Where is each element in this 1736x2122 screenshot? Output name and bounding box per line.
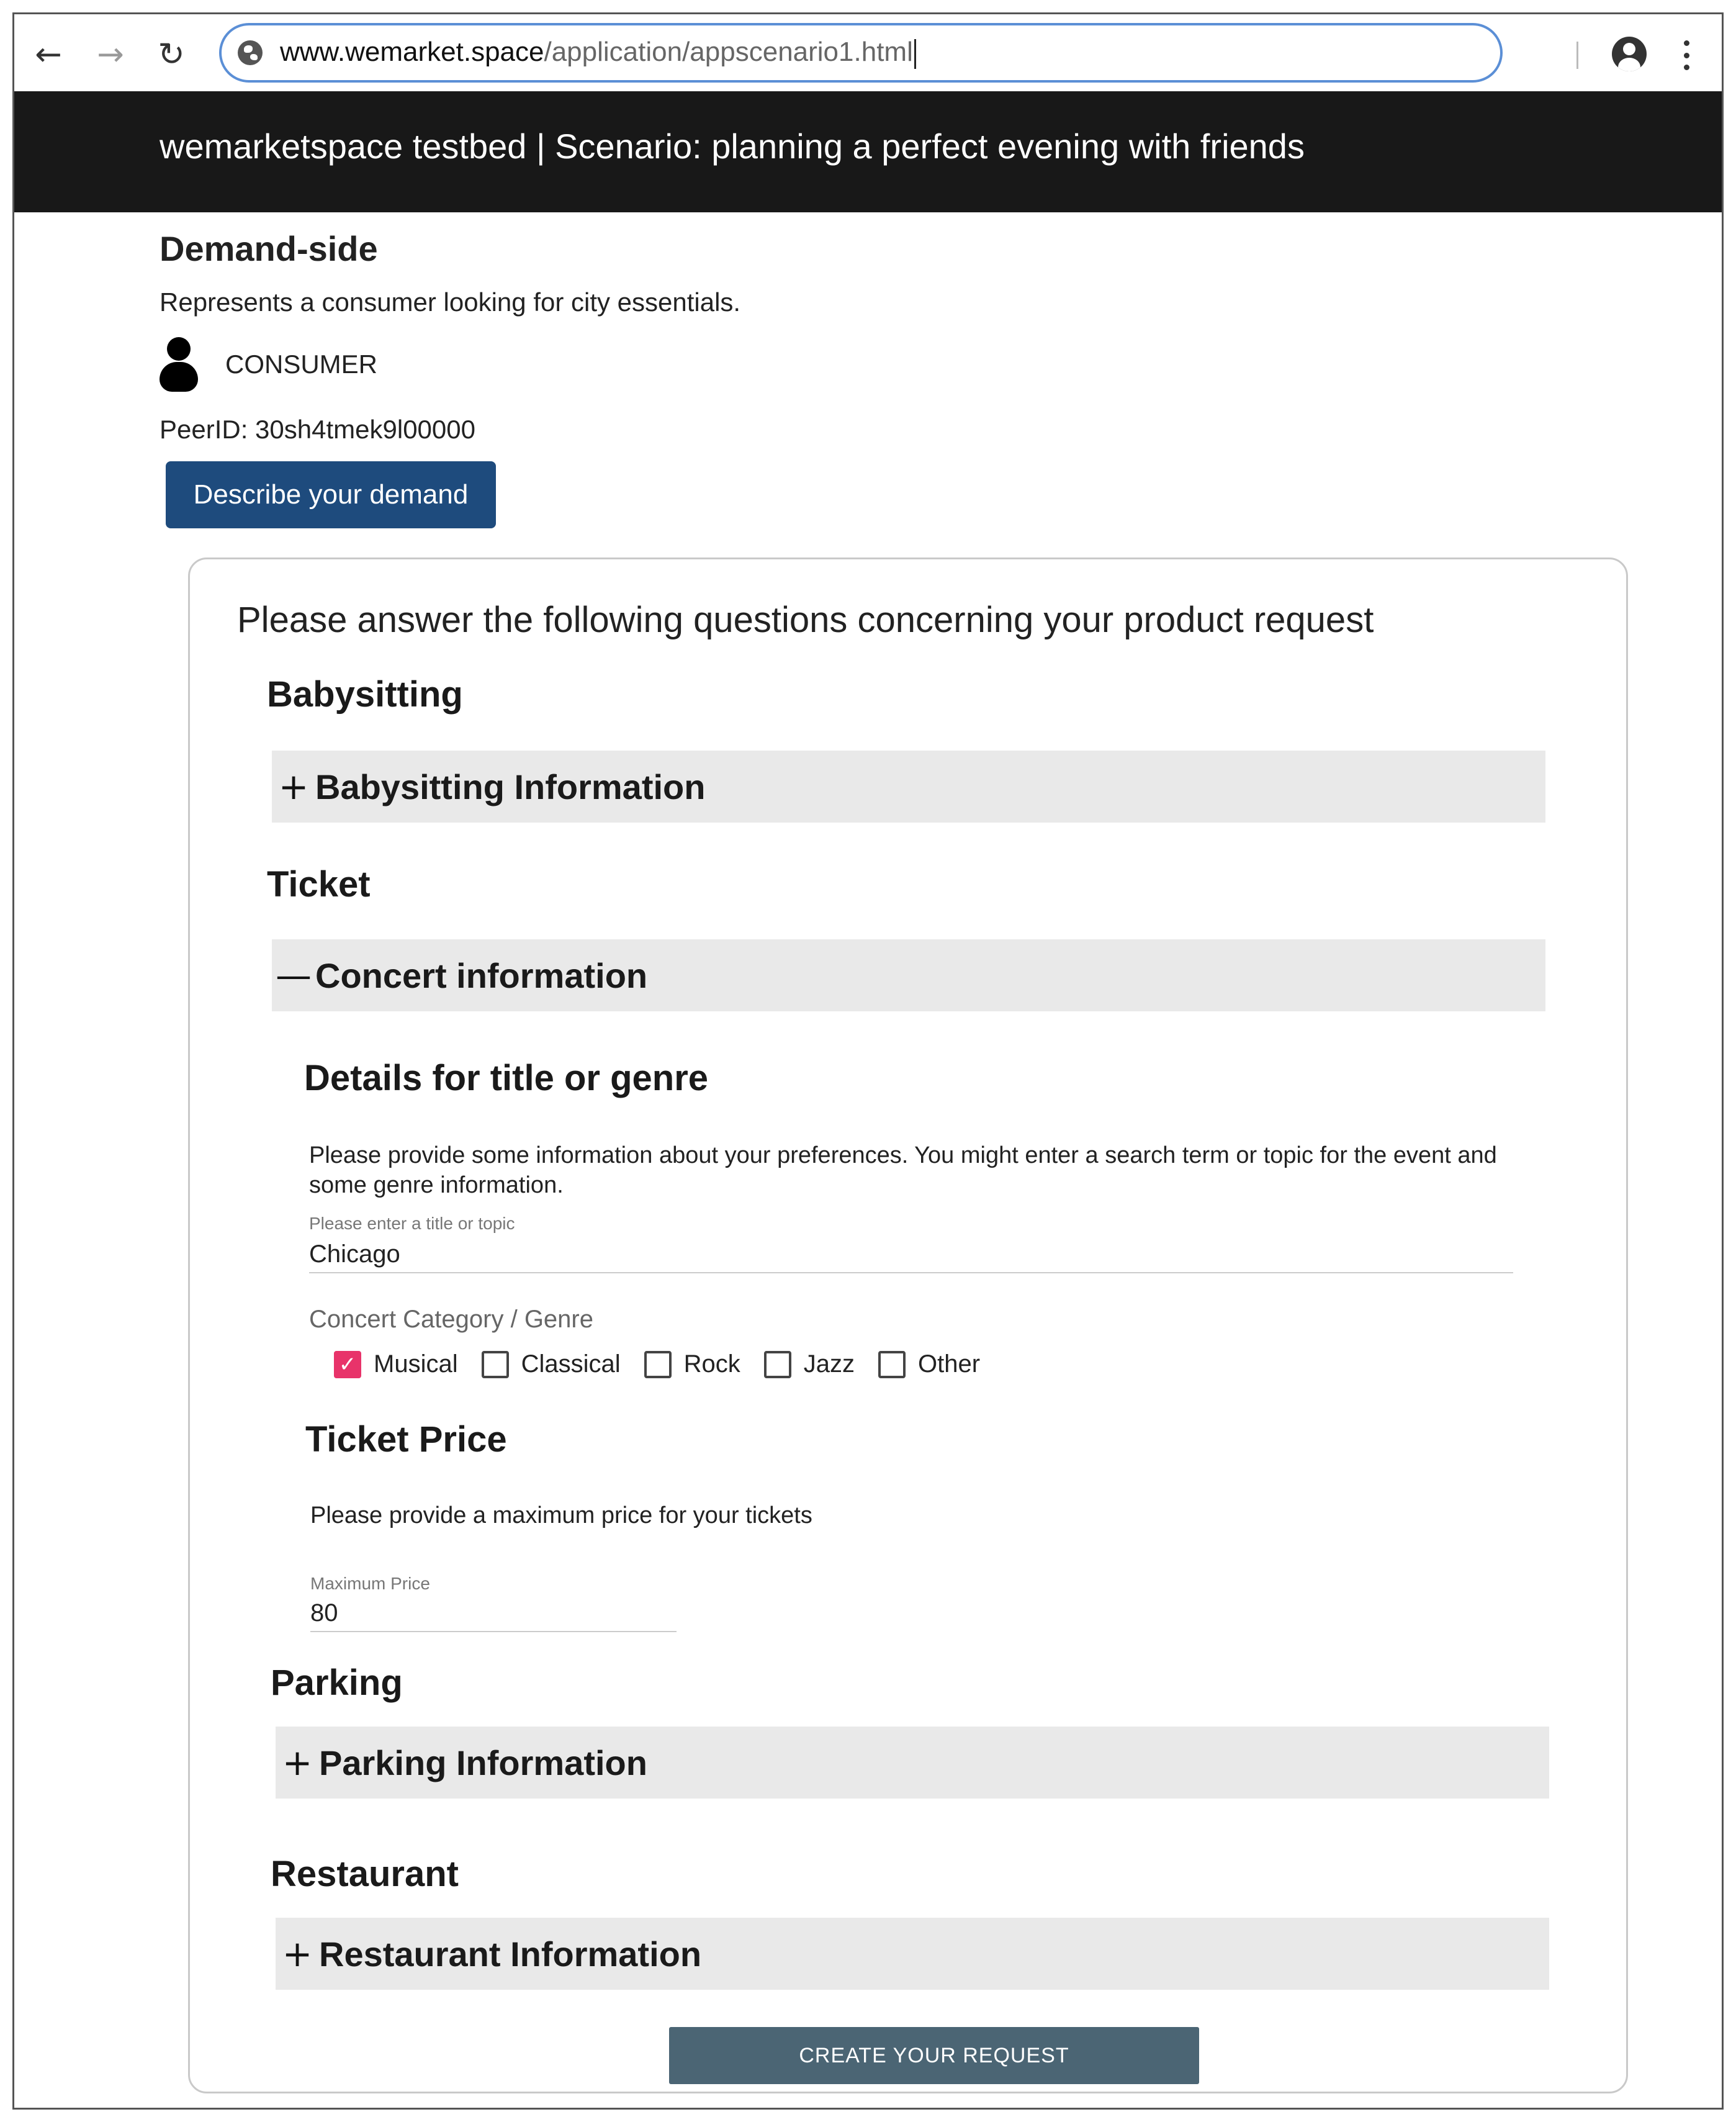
ticket-price-title: Ticket Price	[305, 1419, 507, 1460]
checkbox-label: Other	[918, 1350, 981, 1378]
app-header	[14, 91, 1722, 212]
section-title-restaurant: Restaurant	[271, 1854, 459, 1894]
genre-checkbox-group	[334, 1350, 1004, 1378]
back-arrow-icon[interactable]: ←	[35, 36, 62, 73]
accordion-label: Parking Information	[319, 1743, 647, 1782]
request-form-card	[188, 558, 1628, 2093]
checkbox-label: Musical	[374, 1350, 458, 1378]
checkbox-unchecked-icon[interactable]	[482, 1351, 509, 1378]
toolbar-separator	[1576, 42, 1578, 69]
checkbox-checked-icon[interactable]: ✓	[334, 1351, 361, 1378]
demand-description: Represents a consumer looking for city essentials.	[160, 287, 741, 317]
section-title-ticket: Ticket	[267, 864, 371, 905]
checkbox-musical[interactable]	[334, 1350, 458, 1378]
accordion-label: Babysitting Information	[315, 767, 706, 806]
plus-icon: +	[278, 765, 309, 808]
maximum-price-input[interactable]: 80	[310, 1595, 677, 1632]
account-circle-icon[interactable]	[1612, 37, 1647, 71]
title-field-label: Please enter a title or topic	[309, 1214, 515, 1233]
checkbox-jazz[interactable]	[764, 1350, 855, 1378]
checkbox-classical[interactable]	[482, 1350, 621, 1378]
category-label: Concert Category / Genre	[309, 1306, 593, 1333]
price-field-label: Maximum Price	[310, 1574, 430, 1593]
role-label: CONSUMER	[225, 350, 378, 379]
accordion-parking[interactable]	[276, 1727, 1549, 1799]
details-title: Details for title or genre	[304, 1058, 709, 1098]
accordion-label: Restaurant Information	[319, 1934, 702, 1974]
minus-icon: —	[276, 954, 312, 996]
address-bar[interactable]	[219, 23, 1503, 83]
reload-icon[interactable]: ↻	[158, 36, 185, 73]
checkbox-other[interactable]	[878, 1350, 980, 1378]
person-icon	[160, 337, 198, 392]
checkbox-label: Classical	[521, 1350, 621, 1378]
plus-icon: +	[282, 1741, 313, 1784]
checkbox-label: Rock	[683, 1350, 740, 1378]
app-title: wemarketspace testbed | Scenario: planning a perfect evening with friends	[160, 127, 1305, 166]
accordion-label: Concert information	[315, 955, 648, 995]
describe-demand-button[interactable]: Describe your demand	[166, 461, 496, 528]
ticket-price-text: Please provide a maximum price for your tickets	[310, 1502, 812, 1528]
accordion-concert[interactable]	[272, 939, 1545, 1011]
checkbox-label: Jazz	[803, 1350, 855, 1378]
kebab-menu-icon[interactable]	[1674, 37, 1699, 74]
text-caret	[914, 39, 916, 69]
url-path: /application/appscenario1.html	[544, 37, 913, 68]
forward-arrow-icon[interactable]: →	[97, 36, 124, 73]
plus-icon: +	[282, 1933, 313, 1975]
globe-icon[interactable]	[238, 40, 263, 65]
url-text[interactable]	[280, 37, 916, 68]
checkbox-rock[interactable]	[644, 1350, 740, 1378]
section-title-babysitting: Babysitting	[267, 674, 463, 715]
browser-toolbar	[14, 14, 1722, 91]
demand-heading: Demand-side	[160, 229, 378, 268]
details-text: Please provide some information about your preferences. You might enter a search term or topic for the event and some genre information.	[309, 1142, 1497, 1198]
peer-id: PeerID: 30sh4tmek9l00000	[160, 415, 475, 444]
form-intro: Please answer the following questions concerning your product request	[237, 600, 1374, 640]
accordion-babysitting[interactable]	[272, 751, 1545, 823]
checkbox-unchecked-icon[interactable]	[644, 1351, 672, 1378]
checkbox-unchecked-icon[interactable]	[878, 1351, 906, 1378]
checkbox-unchecked-icon[interactable]	[764, 1351, 791, 1378]
section-title-parking: Parking	[271, 1663, 403, 1703]
create-request-button[interactable]: CREATE YOUR REQUEST	[669, 2027, 1199, 2084]
url-host: www.wemarket.space	[280, 37, 544, 68]
browser-window	[12, 12, 1724, 2110]
accordion-restaurant[interactable]	[276, 1918, 1549, 1990]
title-topic-input[interactable]: Chicago	[309, 1236, 1513, 1273]
